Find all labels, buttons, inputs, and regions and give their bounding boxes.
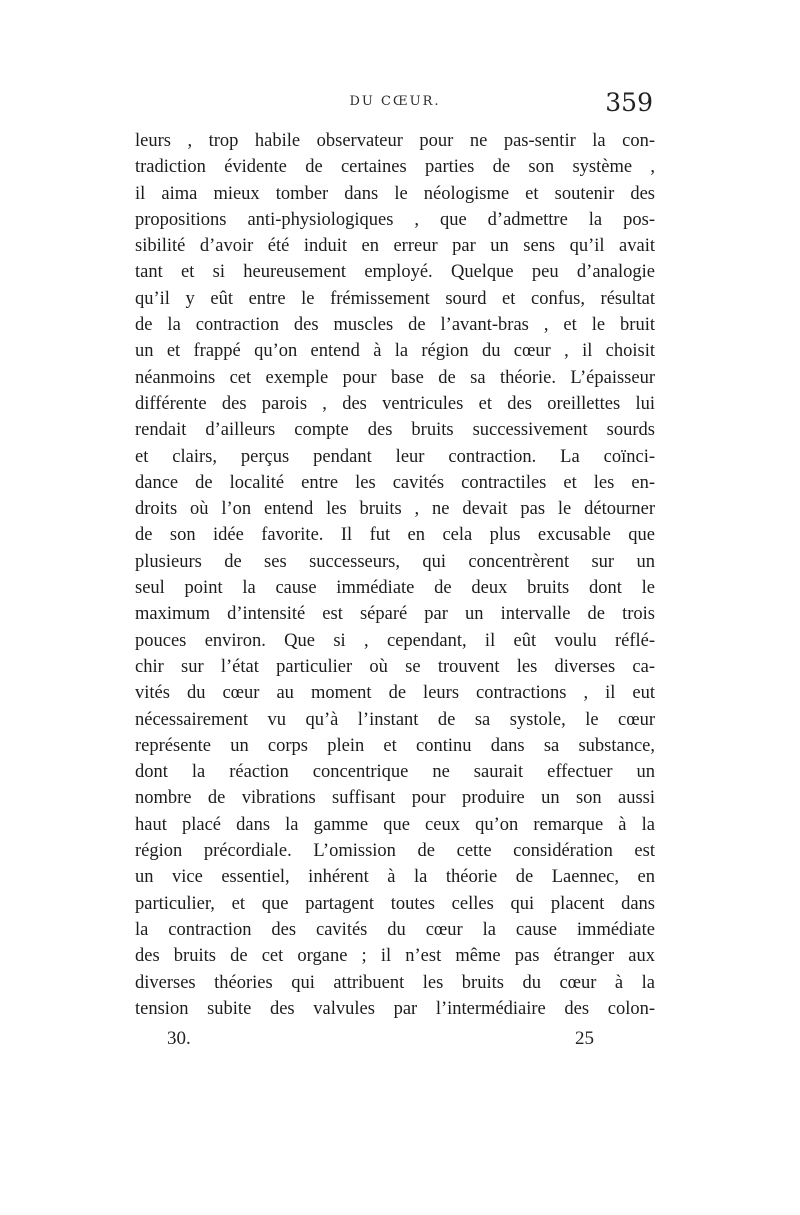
text-line: un et frappé qu’on entend à la région du cœur , il choisit <box>135 341 655 362</box>
text-line: qu’il y eût entre le frémissement sourd et confus, résultat <box>135 288 655 309</box>
text-line: particulier, et que partagent toutes celles qui placent dans <box>135 893 655 914</box>
text-line: de la contraction des muscles de l’avant-bras , et le bruit <box>135 315 655 336</box>
signature-mark-left: 30. <box>167 1028 191 1049</box>
signature-mark-right: 25 <box>575 1028 594 1049</box>
text-line: chir sur l’état particulier où se trouvent les diverses ca- <box>135 656 655 677</box>
text-line: représente un corps plein et continu dans sa substance, <box>135 735 655 756</box>
text-line: pouces environ. Que si , cependant, il eût voulu réflé- <box>135 630 655 651</box>
text-line: leurs , trop habile observateur pour ne pas-sentir la con- <box>135 131 655 151</box>
running-head: DU CŒUR. <box>349 94 441 109</box>
text-line: région précordiale. L’omission de cette considération est <box>135 841 655 862</box>
text-line: maximum d’intensité est séparé par un intervalle de trois <box>135 604 655 625</box>
text-line: nécessairement vu qu’à l’instant de sa systole, le cœur <box>135 709 655 730</box>
text-line: tradiction évidente de certaines parties de son système , <box>135 157 655 178</box>
text-line: un vice essentiel, inhérent à la théorie de Laennec, en <box>135 867 655 888</box>
text-line: droits où l’on entend les bruits , ne devait pas le détourner <box>135 499 655 520</box>
text-line: différente des parois , des ventricules et des oreillettes lui <box>135 393 655 414</box>
text-line: des bruits de cet organe ; il n’est même pas étranger aux <box>135 946 655 967</box>
page-number: 359 <box>605 88 653 117</box>
text-line: néanmoins cet exemple pour base de sa théorie. L’épaisseur <box>135 367 655 388</box>
text-line: diverses théories qui attribuent les bruits du cœur à la <box>135 972 655 993</box>
text-line: vités du cœur au moment de leurs contractions , il eut <box>135 683 655 704</box>
text-line: sibilité d’avoir été induit en erreur par un sens qu’il avait <box>135 236 655 257</box>
text-line: dance de localité entre les cavités contractiles et les en- <box>135 472 655 493</box>
text-line: dont la réaction concentrique ne saurait effectuer un <box>135 762 655 783</box>
text-line: la contraction des cavités du cœur la cause immédiate <box>135 919 655 940</box>
body-text <box>135 128 655 1022</box>
text-line: tension subite des valvules par l’intermédiaire des colon- <box>135 998 655 1019</box>
text-line: haut placé dans la gamme que ceux qu’on remarque à la <box>135 814 655 835</box>
text-line: plusieurs de ses successeurs, qui concentrèrent sur un <box>135 551 655 572</box>
text-line: seul point la cause immédiate de deux bruits dont le <box>135 578 655 599</box>
text-line: et clairs, perçus pendant leur contraction. La coïnci- <box>135 446 655 467</box>
text-line: de son idée favorite. Il fut en cela plus excusable que <box>135 525 655 546</box>
text-line: il aima mieux tomber dans le néologisme et soutenir des <box>135 183 655 204</box>
text-line: propositions anti-physiologiques , que d’admettre la pos- <box>135 209 655 230</box>
text-line: nombre de vibrations suffisant pour produire un son aussi <box>135 788 655 809</box>
text-line: rendait d’ailleurs compte des bruits successivement sourds <box>135 420 655 441</box>
text-line: tant et si heureusement employé. Quelque peu d’analogie <box>135 262 655 283</box>
page-footer <box>135 1028 655 1058</box>
page-header <box>135 88 655 122</box>
